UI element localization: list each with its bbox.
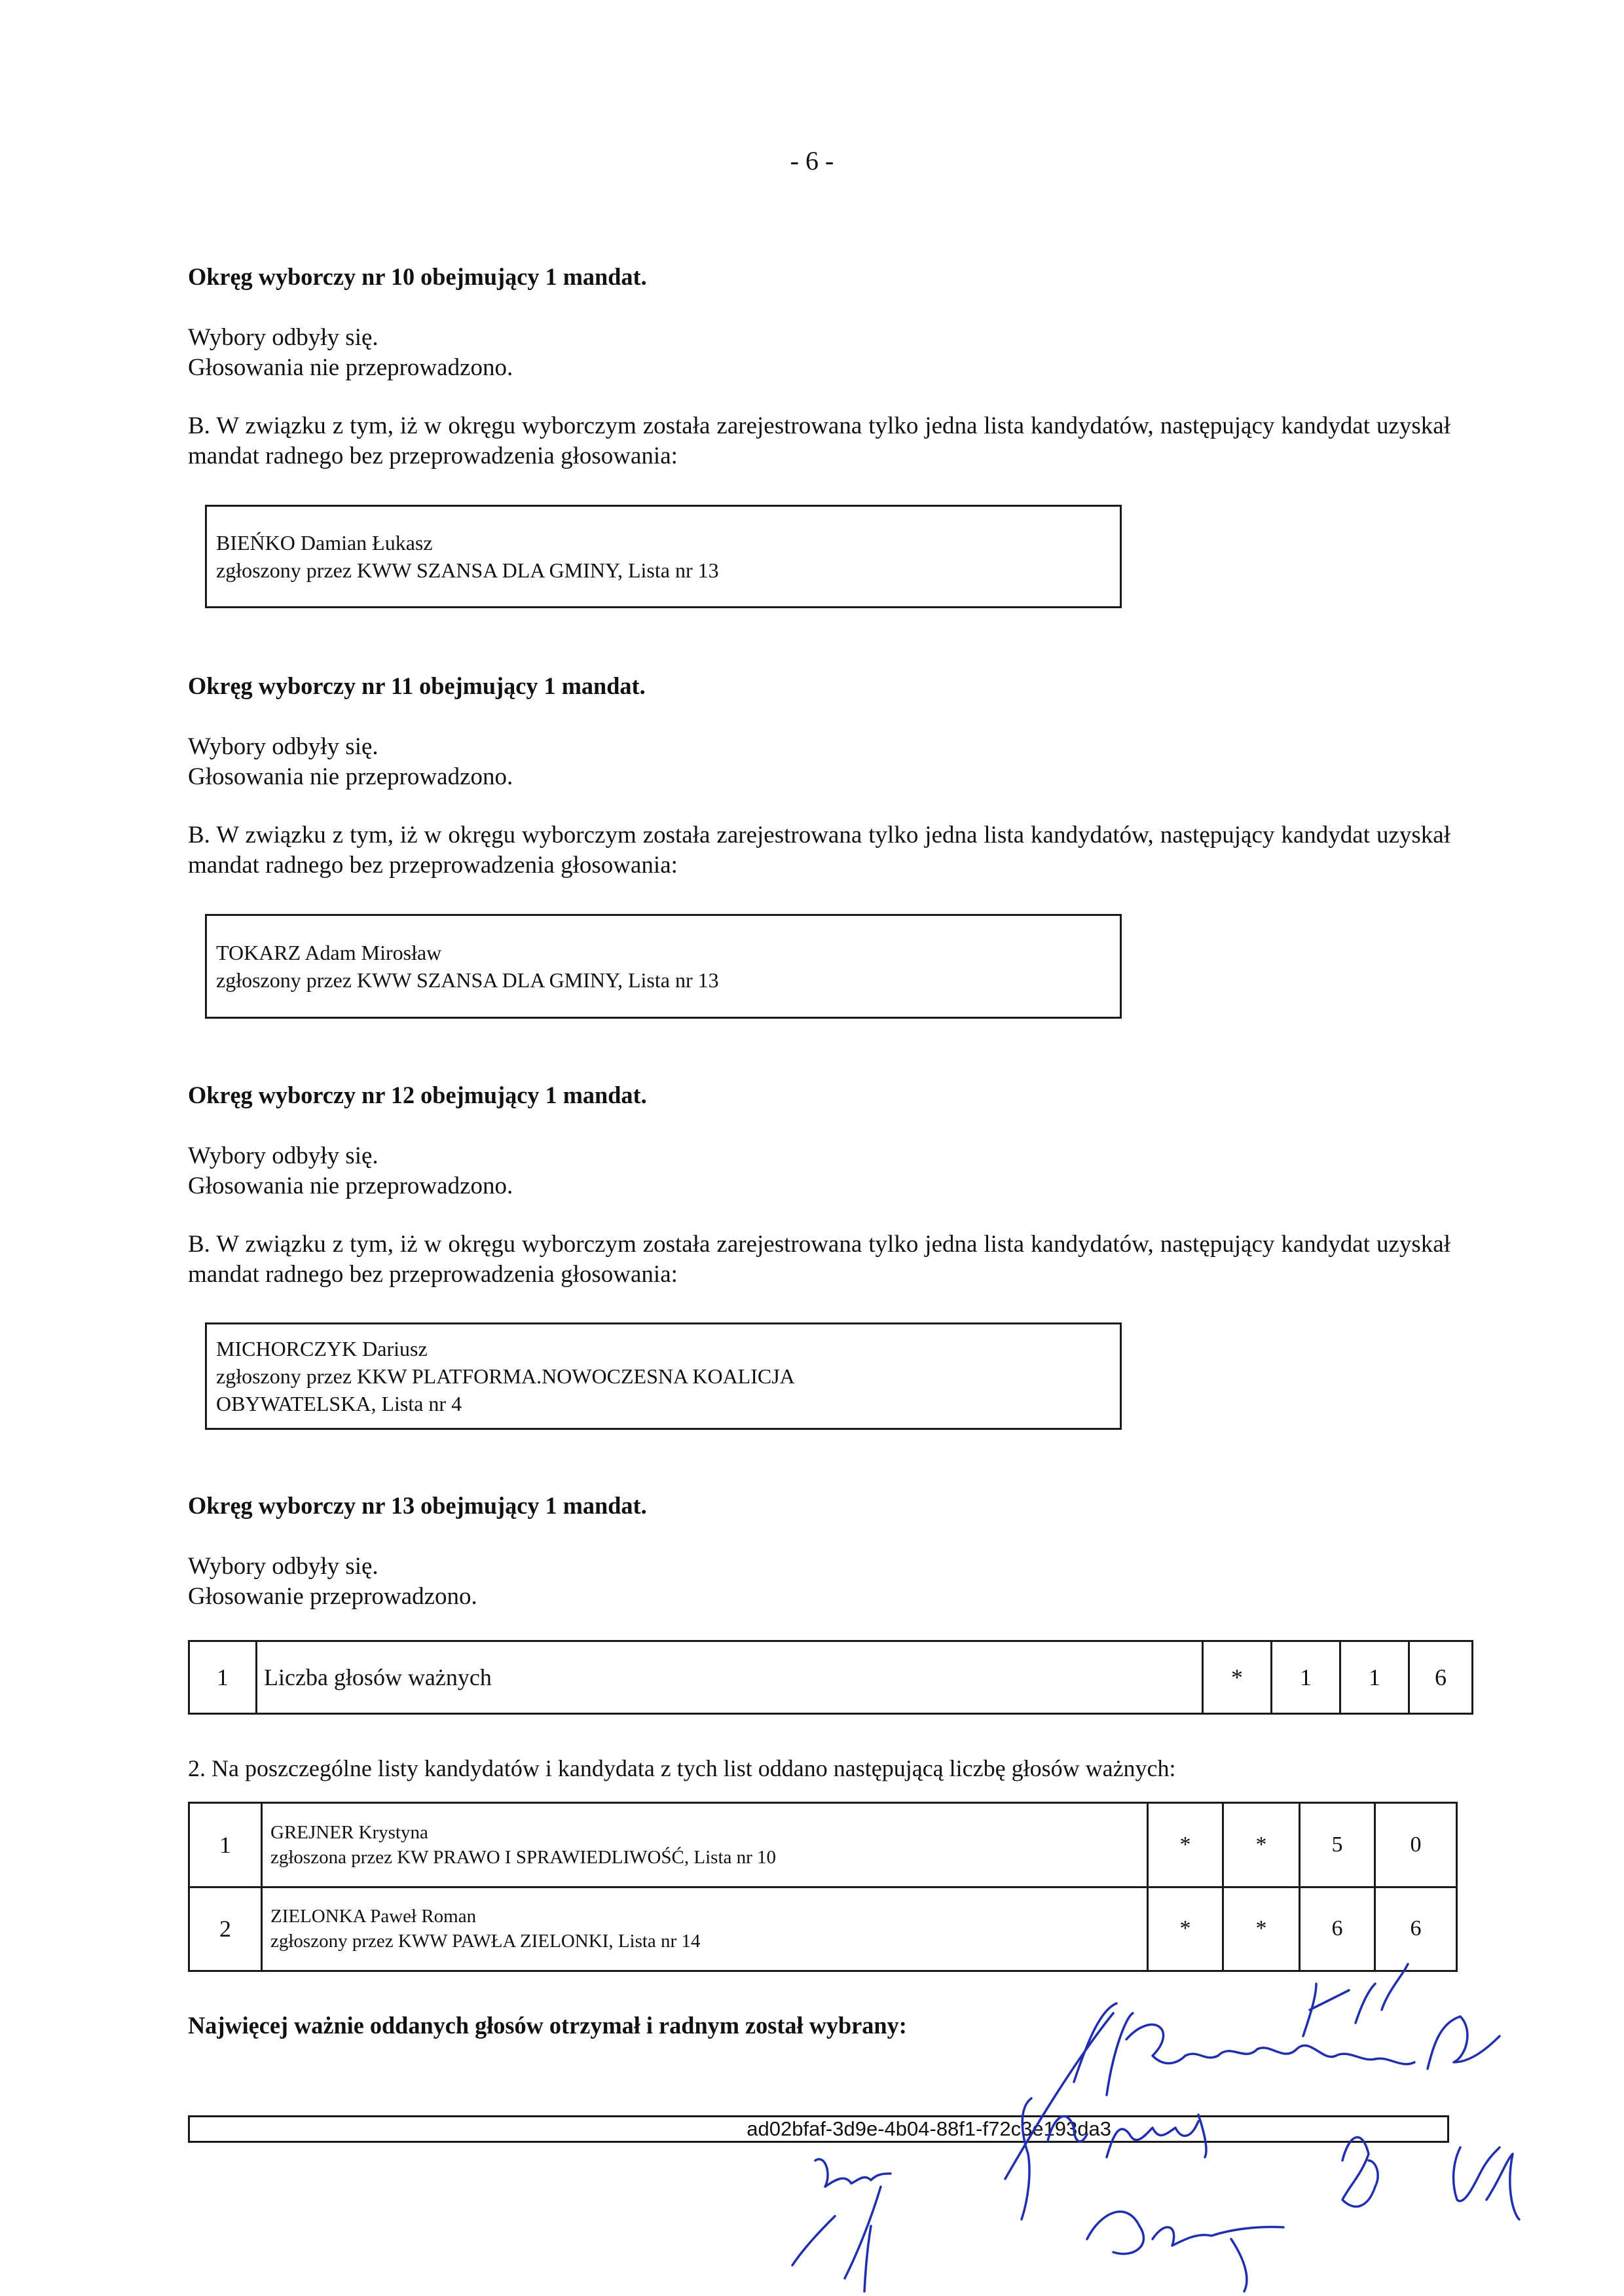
document-code: ad02bfaf-3d9e-4b04-88f1-f72c3e193da3	[747, 2117, 1111, 2140]
election-status: Wybory odbyły się.	[188, 324, 378, 351]
elected-candidate-box	[205, 505, 1122, 608]
candidate-nominated-by-continued: OBYWATELSKA, Lista nr 4	[216, 1392, 462, 1415]
signature-stroke	[1342, 2138, 1378, 2207]
district-header: Okręg wyborczy nr 11 obejmujący 1 mandat.	[188, 673, 646, 700]
candidate-nominated-by: zgłoszony przez KWW PAWŁA ZIELONKI, Lista nr 14	[270, 1931, 701, 1952]
single-list-paragraph: B. W związku z tym, iż w okręgu wyborczym została zarejestrowana tylko jedna lista kandydatów, następujący kandydat uzyskał mandat radnego bez przeprowadzenia głosowania:	[188, 1231, 1450, 1288]
candidate-name: BIEŃKO Damian Łukasz	[216, 531, 433, 555]
voting-status: Głosowania nie przeprowadzono.	[188, 354, 513, 381]
digit-cell: 6	[1375, 1887, 1457, 1971]
digit-cell: *	[1223, 1803, 1300, 1887]
candidate-name: MICHORCZYK Dariusz	[216, 1337, 428, 1360]
digit-cell: 1	[1340, 1641, 1409, 1714]
elected-candidate-box	[205, 914, 1122, 1019]
digit-cell: *	[1223, 1887, 1300, 1971]
valid-votes-table	[188, 1640, 1473, 1715]
digit-cell: *	[1148, 1803, 1223, 1887]
candidate-nominated-by: zgłoszona przez KW PRAWO I SPRAWIEDLIWOŚĆ, Lista nr 10	[270, 1846, 777, 1868]
election-status: Wybory odbyły się.	[188, 1142, 378, 1169]
digit-cell: 1	[1272, 1641, 1340, 1714]
candidate-nominated-by: zgłoszony przez KKW PLATFORMA.NOWOCZESNA KOALICJA	[216, 1364, 795, 1388]
single-list-paragraph: B. W związku z tym, iż w okręgu wyborczym została zarejestrowana tylko jedna lista kandydatów, następujący kandydat uzyskał mandat radnego bez przeprowadzenia głosowania:	[188, 822, 1450, 879]
voting-status: Głosowanie przeprowadzono.	[188, 1583, 477, 1610]
signature-stroke	[1126, 2016, 1500, 2069]
candidate-cell	[262, 1887, 1148, 1971]
candidate-cell	[262, 1803, 1148, 1887]
signature-stroke	[1005, 2003, 1133, 2179]
digit-cell: *	[1148, 1887, 1223, 1971]
document-code-box	[188, 2115, 1449, 2143]
district-header: Okręg wyborczy nr 10 obejmujący 1 mandat.	[188, 264, 647, 291]
page-number: - 6 -	[790, 146, 834, 175]
candidate-name: TOKARZ Adam Mirosław	[216, 941, 442, 964]
digit-cell: 6	[1409, 1641, 1473, 1714]
voting-status: Głosowania nie przeprowadzono.	[188, 763, 513, 790]
winner-heading: Najwięcej ważnie oddanych głosów otrzymał i radnym został wybrany:	[188, 2013, 907, 2039]
election-status: Wybory odbyły się.	[188, 1553, 378, 1580]
candidate-name: GREJNER Krystyna	[270, 1821, 428, 1843]
row-number: 1	[189, 1641, 257, 1714]
row-label: Liczba głosów ważnych	[257, 1641, 1203, 1714]
single-list-paragraph: B. W związku z tym, iż w okręgu wyborczym została zarejestrowana tylko jedna lista kandydatów, następujący kandydat uzyskał mandat radnego bez przeprowadzenia głosowania:	[188, 412, 1450, 469]
digit-cell: 0	[1375, 1803, 1457, 1887]
district-header: Okręg wyborczy nr 13 obejmujący 1 mandat.	[188, 1493, 647, 1520]
table-row	[189, 1803, 1457, 1887]
table-row	[189, 1887, 1457, 1971]
candidate-nominated-by: zgłoszony przez KWW SZANSA DLA GMINY, Lista nr 13	[216, 968, 719, 992]
elected-candidate-box	[205, 1322, 1122, 1430]
digit-cell: 5	[1300, 1803, 1375, 1887]
digit-cell: 6	[1300, 1887, 1375, 1971]
signature-stroke	[1087, 2212, 1283, 2291]
candidate-name: ZIELONKA Paweł Roman	[270, 1906, 477, 1927]
district-header: Okręg wyborczy nr 12 obejmujący 1 mandat.	[188, 1082, 647, 1109]
signature-stroke	[792, 2159, 891, 2291]
signature-stroke	[1303, 1964, 1408, 2036]
candidate-votes-table	[188, 1802, 1458, 1972]
row-number: 1	[189, 1803, 262, 1887]
election-status: Wybory odbyły się.	[188, 733, 378, 760]
signature-stroke	[1454, 2147, 1519, 2219]
table-row	[189, 1641, 1473, 1714]
voting-status: Głosowania nie przeprowadzono.	[188, 1173, 513, 1199]
digit-cell: *	[1203, 1641, 1272, 1714]
candidate-nominated-by: zgłoszony przez KWW SZANSA DLA GMINY, Lista nr 13	[216, 558, 719, 582]
list-votes-intro: 2. Na poszczególne listy kandydatów i kandydata z tych list oddano następującą liczbę głosów ważnych:	[188, 1755, 1176, 1781]
row-number: 2	[189, 1887, 262, 1971]
